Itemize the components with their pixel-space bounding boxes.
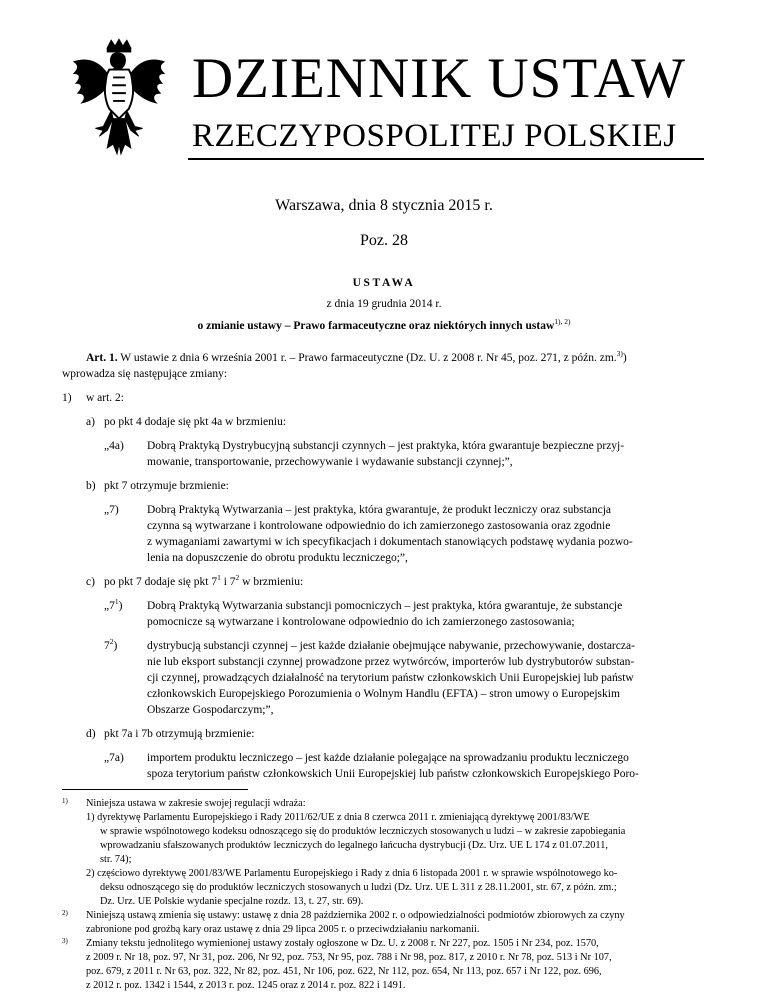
- item-7-line-4: lenia na dopuszczenie do obrotu produktu leczniczego;”,: [147, 552, 408, 564]
- article-1-line-2: wprowadza się następujące zmiany:: [62, 368, 228, 380]
- footnote-2-line-2: zabronione pod groźbą kary oraz ustawę z dnia 29 lipca 2005 r. o przeciwdziałaniu narkomanii.: [86, 924, 480, 935]
- footnote-1-mark: 1): [62, 797, 68, 805]
- act-date: z dnia 19 grudnia 2014 r.: [326, 298, 442, 310]
- publication-date: Warszawa, dnia 8 stycznia 2015 r.: [275, 197, 493, 214]
- journal-title: DZIENNIK USTAW: [192, 47, 687, 110]
- letter-a: a): [86, 416, 95, 428]
- item-7-2-line-1: dystrybucją substancji czynnej – jest każde działanie obejmujące nabywanie, przechowywanie, dostarcza-: [147, 640, 635, 652]
- letter-d-intro: pkt 7a i 7b otrzymują brzmienie:: [104, 728, 255, 740]
- item-7a-line-1: importem produktu leczniczego – jest każde działanie polegające na sprowadzaniu produktu leczniczego: [147, 752, 629, 764]
- act-title: [0, 317, 768, 332]
- item-7-line-1: Dobrą Praktyką Wytwarzania – jest praktyka, która gwarantuje, że produkt leczniczy oraz substancja: [147, 504, 612, 516]
- eagle-emblem-icon: [70, 38, 168, 158]
- item-7-line-3: z wymaganiami zawartymi w ich specyfikacjach i dokumentach stanowiących podstawę wydania pozwo-: [147, 536, 633, 548]
- item-7-1-number: $„7^1$): [104, 597, 123, 612]
- footnote-1-line-3: w sprawie wspólnotowego kodeksu odnoszącego się do produktów leczniczych stosowanych u ludzi – w zakresie zapobiegania: [100, 826, 626, 837]
- item-4a-line-2: mowanie, transportowanie, przechowywanie i wydawanie substancji czynnej;”,: [147, 456, 513, 468]
- footnote-1-line-8: Dz. Urz. UE Polskie wydanie specjalne rozdz. 13, t. 27, str. 69).: [100, 896, 364, 907]
- item-4a-line-1: Dobrą Praktyką Dystrybucyjną substancji czynnych – jest praktyka, która gwarantuje bezpieczne przyj-: [147, 440, 625, 452]
- position-number: Poz. 28: [360, 232, 408, 249]
- footnote-2-line-1: Niniejszą ustawą zmienia się ustawy: ustawę z dnia 28 października 2002 r. o odpowiedzialności podmiotów zbiorowych za czyny: [86, 910, 625, 921]
- item-7-2-line-5: Obszarze Gospodarczym;”,: [147, 704, 274, 716]
- letter-b: b): [86, 480, 96, 492]
- item-7-2-line-4: członkowskich Europejskiego Porozumienia o Wolnym Handlu (EFTA) – stron umowy o Europejskim: [147, 688, 620, 700]
- footnote-1-line-7: deksu odnoszącego się do produktów leczniczych stosowanych u ludzi (Dz. Urz. UE L 311 z 28.11.2001, str. 67, z późn. zm.;: [100, 882, 617, 893]
- letter-c-intro: po pkt 7 dodaje się pkt $7^1$ i $7^2$ w brzmieniu:: [104, 573, 304, 588]
- footnote-1-line-6: 2) częściowo dyrektywę 2001/83/WE Parlamentu Europejskiego i Rady z dnia 6 listopada 2001 r. w sprawie wspólnotowego ko-: [86, 868, 618, 879]
- item-7-1-line-1: Dobrą Praktyką Wytwarzania substancji pomocniczych – jest praktyka, która gwarantuje, że substancje: [147, 600, 623, 612]
- letter-b-intro: pkt 7 otrzymuje brzmienie:: [104, 480, 229, 492]
- item-7a-number: „7a): [104, 752, 124, 764]
- item-7-1-line-2: pomocnicze są wytwarzane i kontrolowane odpowiednio do ich zamierzonego zastosowania;: [147, 616, 575, 628]
- footnote-3-line-3: poz. 679, z 2011 r. Nr 63, poz. 322, Nr 82, poz. 451, Nr 106, poz. 622, Nr 112, poz. 654, Nr 113, poz. 657 i Nr 122, poz. 696,: [86, 966, 602, 977]
- item-7a-line-2: spoza terytorium państw członkowskich Unii Europejskiej lub państw członkowskich Europejskiego Poro-: [147, 768, 639, 780]
- footnote-1-line-4: wprowadzaniu sfałszowanych produktów leczniczych do legalnego łańcucha dystrybucji (Dz. Urz. UE L 174 z 01.07.2011,: [100, 840, 608, 851]
- footnote-3-mark: 3): [62, 937, 68, 945]
- journal-subtitle: RZECZYPOSPOLITEJ POLSKIEJ: [192, 118, 677, 154]
- point-text: w art. 2:: [86, 392, 125, 404]
- item-7-number: „7): [104, 504, 119, 516]
- masthead-rule: [188, 158, 704, 160]
- footnote-ref-3: 3): [616, 349, 623, 359]
- footnote-3-line-2: z 2009 r. Nr 18, poz. 97, Nr 31, poz. 206, Nr 92, poz. 753, Nr 95, poz. 788 i Nr 98, poz. 817, z 2010 r. Nr 78, poz. 513 i Nr 107,: [86, 952, 612, 963]
- point-number: 1): [62, 392, 72, 404]
- footnote-3-line-1: Zmiany tekstu jednolitego wymienionej ustawy zostały ogłoszone w Dz. U. z 2008 r. Nr 227, poz. 1505 i Nr 234, poz. 1570,: [86, 938, 599, 949]
- item-4a-number: „4a): [104, 440, 124, 452]
- item-7-line-2: czynna są wytwarzane i kontrolowane odpowiednio do ich zamierzonego zastosowania oraz zgodnie: [147, 520, 611, 532]
- letter-d: d): [86, 728, 96, 740]
- article-1-line-1: Art. 1. W ustawie z dnia 6 września 2001 r. – Prawo farmaceutyczne (Dz. U. z 2008 r. Nr 45, poz. 271, z późn. zm.$^{3)}$): [86, 349, 627, 364]
- footnote-1-line-2: 1) dyrektywę Parlamentu Europejskiego i Rady 2011/62/UE z dnia 8 czerwca 2011 r. zmieniającą dyrektywę 2001/83/WE: [86, 812, 590, 823]
- footnote-separator: [62, 789, 248, 790]
- footnote-3-line-4: z 2012 r. poz. 1342 i 1544, z 2013 r. poz. 1245 oraz z 2014 r. poz. 822 i 1491.: [86, 980, 406, 991]
- act-title-text: o zmianie ustawy – Prawo farmaceutyczne oraz niektórych innych ustaw: [197, 320, 555, 332]
- letter-c: c): [86, 576, 95, 588]
- item-7-2-line-2: nie lub eksport substancji czynnej prowadzone przez wytwórców, importerów lub dystrybutorów substan-: [147, 656, 635, 668]
- letter-a-intro: po pkt 4 dodaje się pkt 4a w brzmieniu:: [104, 416, 287, 428]
- footnote-1-line-1: Niniejsza ustawa w zakresie swojej regulacji wdraża:: [86, 798, 306, 809]
- footnote-2-mark: 2): [62, 909, 68, 917]
- article-label: Art. 1.: [86, 352, 118, 364]
- footnote-1-line-5: str. 74);: [100, 854, 132, 865]
- act-title-footnote-ref: 1), 2): [554, 317, 571, 327]
- item-7-2-number: $7^2$): [104, 637, 118, 652]
- item-7-2-line-3: cji czynnej, prowadzących działalność na terytorium państw członkowskich Unii Europejskiej lub państw: [147, 672, 634, 684]
- act-type: USTAWA: [352, 277, 416, 289]
